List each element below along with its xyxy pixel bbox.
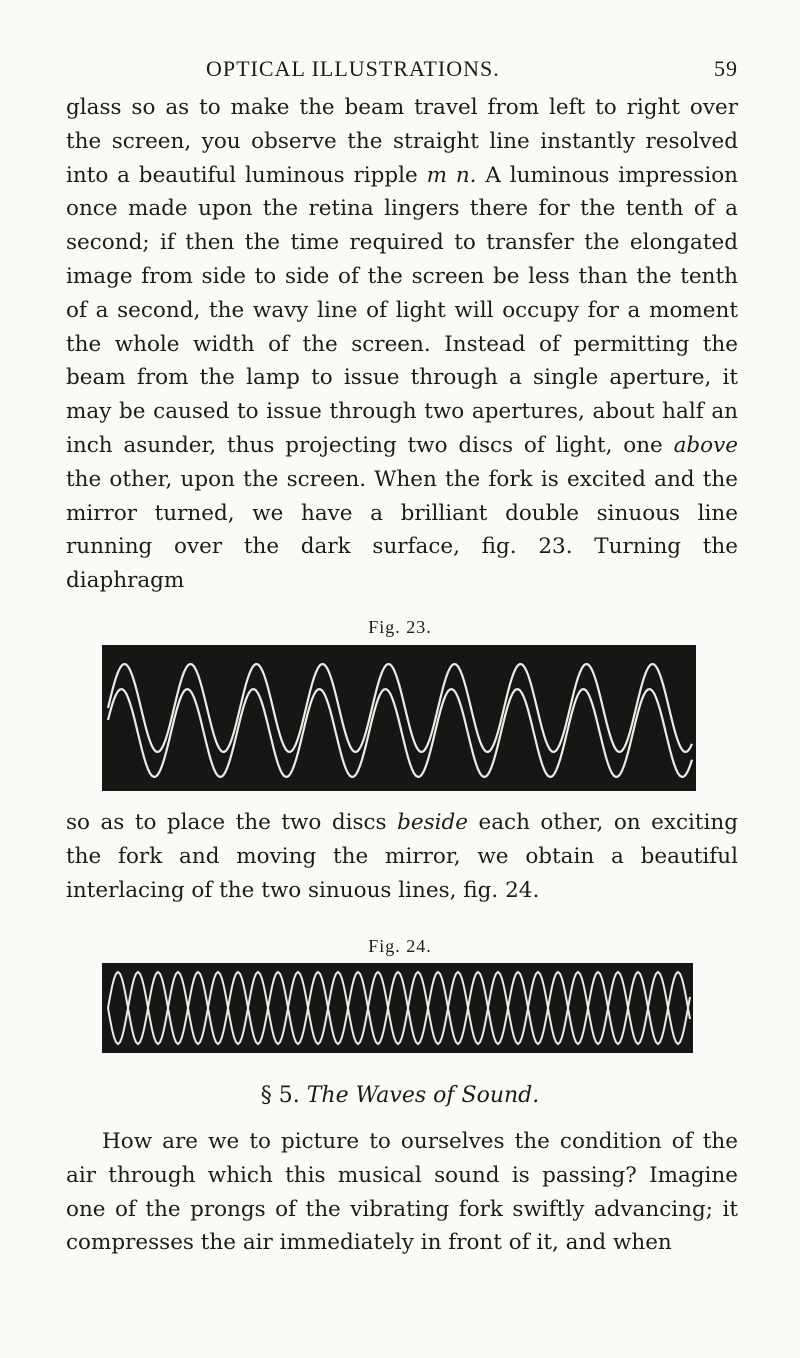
paragraph-2 bbox=[66, 806, 738, 907]
section-title: The Waves of Sound. bbox=[306, 1083, 540, 1108]
para1-text-b: A luminous impression once made upon the retina lingers there for the tenth of a second; if then the time required to transfer the elongated image from side to side of the screen be less than the tenth of a second, the wavy line of light will occupy for a moment the whole width of the screen. Instead of permitting the beam from the lamp to issue through a single aperture, it may be caused to issue through two apertures, about half an inch asunder, thus projecting two discs of light, one bbox=[66, 162, 738, 458]
word-beside: beside bbox=[397, 810, 468, 835]
para2-text-b: each other, on exciting the fork and moving the mirror, we obtain a beautiful interlacing of the two sinuous lines, fig. 24. bbox=[66, 810, 739, 903]
label-mn: m n. bbox=[426, 162, 477, 188]
para1-text-c: the other, upon the screen. When the fork is excited and the mirror turned, we have a brilliant double sinuous line running over the dark surface, fig. 23. Turning the diaphragm bbox=[66, 466, 738, 594]
running-header bbox=[66, 56, 738, 86]
figure-23-caption: Fig. 23. bbox=[368, 617, 432, 637]
para1-text-a: glass so as to make the beam travel from left to right over the screen, you observe the straight line instantly resolved into a beautiful luminous ripple bbox=[66, 95, 738, 188]
paragraph-3: How are we to picture to ourselves the condition of the air through which this musical sound is passing? Imagine one of the prongs of the vibrating fork swiftly advancing; it compresses the air immediately in front of it, and when bbox=[66, 1129, 738, 1256]
figure-24-interlacing-sinuous-lines bbox=[102, 963, 693, 1053]
word-above: above bbox=[673, 432, 738, 458]
figure-24-caption: Fig. 24. bbox=[368, 936, 432, 956]
section-heading bbox=[0, 1083, 800, 1108]
paragraph-1 bbox=[66, 91, 738, 598]
para2-text-a: so as to place the two discs bbox=[66, 810, 398, 835]
figure-23-double-sinuous-line bbox=[102, 645, 696, 791]
page-number: 59 bbox=[714, 56, 738, 81]
running-title: OPTICAL ILLUSTRATIONS. bbox=[206, 56, 500, 81]
section-number: § 5. bbox=[260, 1083, 300, 1108]
figure-24-background bbox=[102, 963, 693, 1053]
